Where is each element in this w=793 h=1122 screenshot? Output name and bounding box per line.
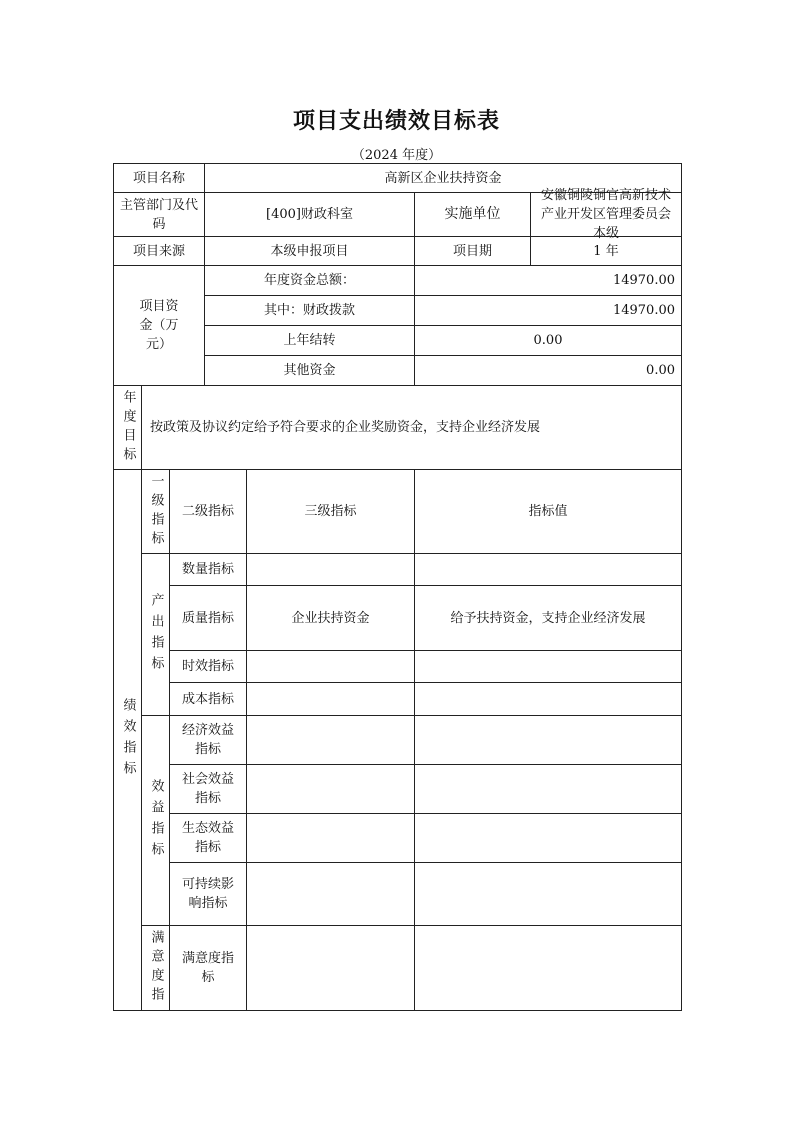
label-impl-unit: 实施单位: [444, 206, 501, 222]
value-impl-unit: 安徽铜陵铜官高新技术产业开发区管理委员会本级: [540, 188, 671, 241]
label-quantity: 数量指标: [181, 562, 234, 577]
label-perf: 绩效指标: [120, 698, 136, 782]
value-carryover: 0.00: [533, 333, 563, 348]
label-satisfaction-idx: 满意度指标: [181, 951, 234, 985]
value-dept-code: [400]财政科室: [266, 207, 353, 222]
label-annual-total: 年度资金总额：: [263, 273, 355, 288]
label-other: 其他资金: [283, 363, 336, 378]
label-cost: 成本指标: [181, 691, 234, 707]
value-project-name: 高新区企业扶持资金: [384, 170, 502, 186]
label-annual-goal: 年度目标: [120, 389, 136, 466]
label-fiscal: 其中：财政拨款: [263, 303, 355, 318]
label-carryover: 上年结转: [283, 333, 336, 348]
label-timeliness: 时效指标: [181, 659, 234, 674]
value-period: 1 年: [593, 243, 619, 259]
value-fiscal: 14970.00: [612, 303, 675, 318]
label-level2: 二级指标: [181, 504, 234, 519]
page-title: 项目支出绩效目标表: [292, 108, 500, 134]
label-output: 产出指标: [148, 592, 164, 677]
label-project-name: 项目名称: [132, 170, 185, 186]
label-satisfaction: 满意度指: [148, 930, 164, 1006]
label-sustainable: 可持续影响指标: [181, 877, 234, 911]
label-quality: 质量指标: [181, 610, 234, 626]
value-source: 本级申报项目: [270, 243, 349, 259]
label-level1: 一级指标: [148, 473, 164, 550]
label-social: 社会效益指标: [181, 772, 234, 806]
label-benefit: 效益指标: [148, 778, 164, 863]
label-economic: 经济效益指标: [181, 723, 234, 757]
value-other: 0.00: [646, 363, 675, 378]
value-annual-total: 14970.00: [612, 273, 675, 288]
value-quality-l3: 企业扶持资金: [291, 610, 370, 626]
label-value: 指标值: [528, 504, 568, 519]
value-quality: 给予扶持资金，支持企业经济发展: [450, 610, 646, 626]
label-funds: 项目资金（万元）: [139, 299, 179, 352]
label-ecological: 生态效益指标: [181, 821, 234, 855]
label-dept-code: 主管部门及代码: [119, 197, 198, 232]
label-level3: 三级指标: [304, 504, 357, 519]
label-source: 项目来源: [132, 243, 185, 259]
value-annual-goal: 按政策及协议约定给予符合要求的企业奖励资金，支持企业经济发展: [150, 420, 541, 435]
year-subtitle: （2024 年度）: [351, 148, 442, 163]
label-period: 项目期: [452, 243, 492, 259]
